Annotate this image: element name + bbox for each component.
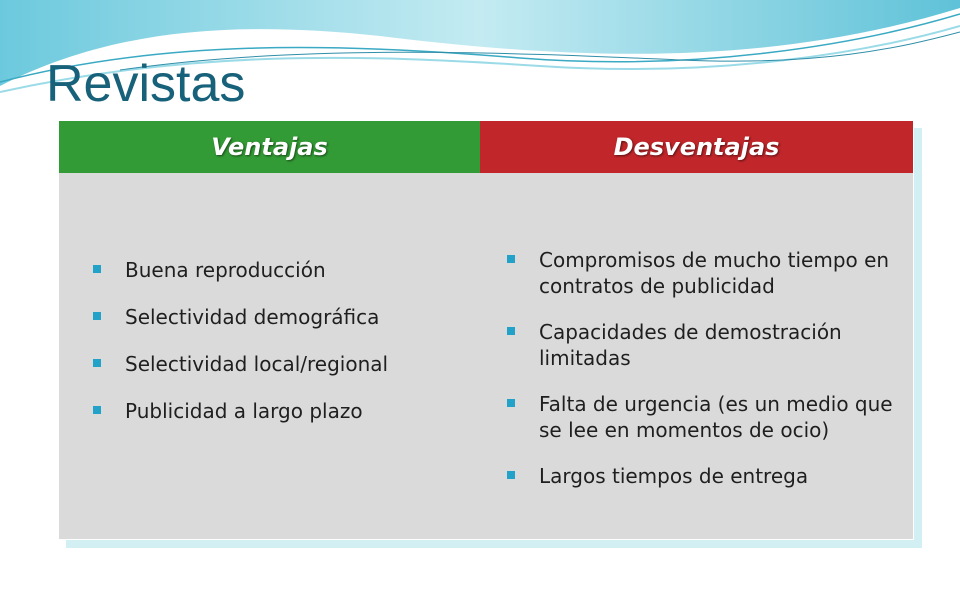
square-bullet-icon: [507, 327, 515, 335]
square-bullet-icon: [507, 471, 515, 479]
list-item-text: Compromisos de mucho tiempo en contratos de publicidad: [539, 248, 890, 298]
square-bullet-icon: [507, 399, 515, 407]
ventajas-list: [77, 257, 477, 445]
list-item-text: Buena reproducción: [125, 258, 326, 282]
square-bullet-icon: [93, 359, 101, 367]
square-bullet-icon: [93, 312, 101, 320]
list-item-text: Falta de urgencia (es un medio que se lee en momentos de ocio): [539, 392, 893, 442]
list-item: [491, 391, 911, 443]
desventajas-header: Desventajas: [480, 121, 913, 173]
list-item: [77, 304, 477, 330]
list-item-text: Largos tiempos de entrega: [539, 464, 809, 488]
list-item-text: Capacidades de demostración limitadas: [539, 320, 842, 370]
list-item: [77, 398, 477, 424]
square-bullet-icon: [507, 255, 515, 263]
list-item-text: Publicidad a largo plazo: [125, 399, 363, 423]
square-bullet-icon: [93, 265, 101, 273]
list-item-text: Selectividad local/regional: [125, 352, 389, 376]
slide-title: Revistas: [46, 55, 246, 113]
list-item: [491, 463, 911, 489]
ventajas-header: Ventajas: [59, 121, 480, 173]
list-item: [77, 351, 477, 377]
list-item-text: Selectividad demográfica: [125, 305, 380, 329]
list-item: [491, 319, 911, 371]
list-item: [491, 247, 911, 299]
comparison-table: [58, 120, 914, 540]
desventajas-list: [491, 247, 911, 509]
list-item: [77, 257, 477, 283]
square-bullet-icon: [93, 406, 101, 414]
